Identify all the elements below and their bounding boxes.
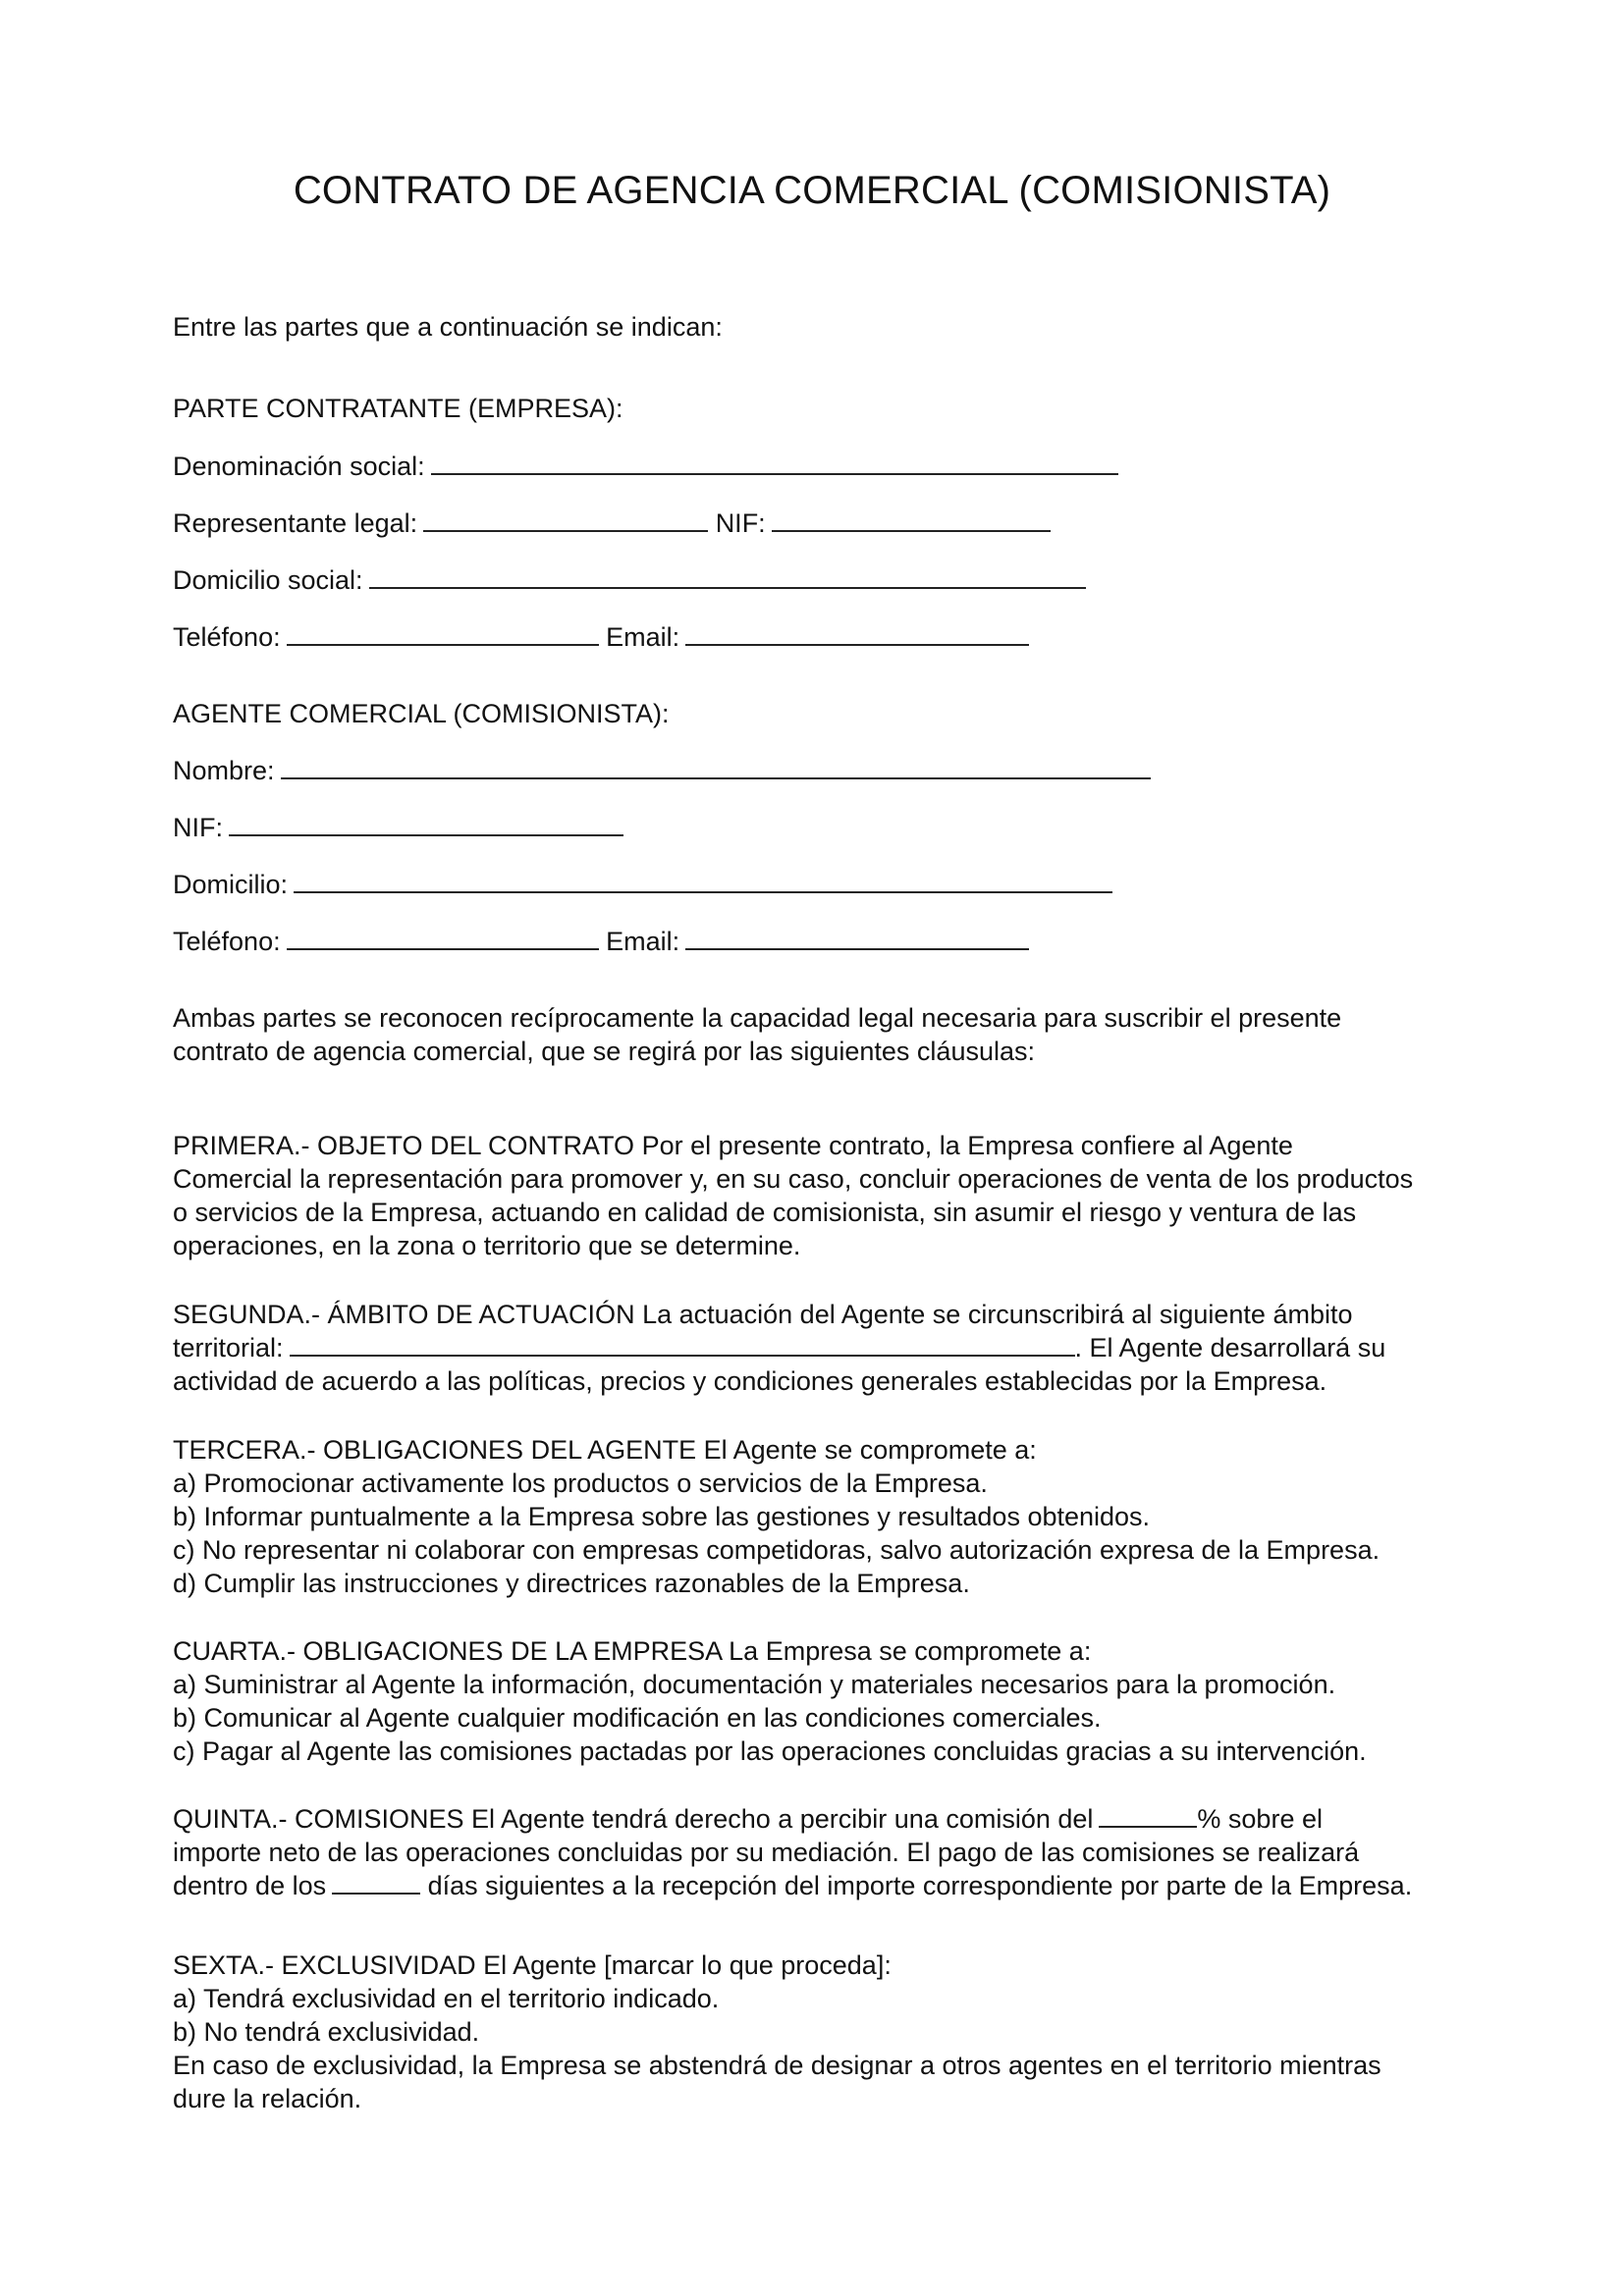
agente-domicilio-label: Domicilio: [173, 870, 289, 899]
territorial-suffix: . El Agente desarrollará su [1074, 1333, 1386, 1362]
agente-email-label: Email: [606, 927, 680, 956]
dias-label: dentro de los [173, 1871, 327, 1900]
empresa-telefono-field[interactable] [287, 622, 599, 646]
empresa-heading: PARTE CONTRATANTE (EMPRESA): [173, 394, 623, 423]
empresa-representante-row [173, 507, 1051, 540]
clause-line: En caso de exclusividad, la Empresa se abstendrá de designar a otros agentes en el territorio mientras [173, 2051, 1381, 2080]
clause-tercera [173, 1433, 1479, 1600]
agente-email-field[interactable] [685, 927, 1029, 950]
clause-line: b) Informar puntualmente a la Empresa sobre las gestiones y resultados obtenidos. [173, 1502, 1151, 1531]
agente-telefono-field[interactable] [287, 927, 599, 950]
empresa-nif-label: NIF: [715, 508, 766, 538]
representante-label: Representante legal: [173, 508, 418, 538]
clause-line: b) No tendrá exclusividad. [173, 2017, 480, 2047]
clause-line: operaciones, en la zona o territorio que se determine. [173, 1231, 801, 1260]
clause-line [173, 1869, 1479, 1902]
empresa-telefono-label: Teléfono: [173, 622, 281, 652]
ambas-partes-paragraph [173, 1001, 1479, 1068]
agente-nif-label: NIF: [173, 813, 223, 842]
agente-heading: AGENTE COMERCIAL (COMISIONISTA): [173, 699, 670, 728]
agente-nombre-field[interactable] [281, 756, 1151, 779]
comision-label: QUINTA.- COMISIONES El Agente tendrá derecho a percibir una comisión del [173, 1804, 1094, 1834]
empresa-denominacion-row [173, 450, 1118, 483]
paragraph-line: contrato de agencia comercial, que se regirá por las siguientes cláusulas: [173, 1037, 1035, 1066]
clause-line: Comercial la representación para promover y, en su caso, concluir operaciones de venta de los productos [173, 1164, 1414, 1194]
territorio-field[interactable] [290, 1333, 1075, 1357]
clause-line: o servicios de la Empresa, actuando en calidad de comisionista, sin asumir el riesgo y ventura de las [173, 1198, 1357, 1227]
agente-nif-row [173, 811, 623, 844]
domicilio-social-field[interactable] [369, 565, 1086, 589]
denominacion-label: Denominación social: [173, 452, 425, 481]
clause-quinta [173, 1802, 1479, 1902]
clause-line: c) Pagar al Agente las comisiones pactadas por las operaciones concluidas gracias a su intervención. [173, 1736, 1367, 1766]
clause-line: CUARTA.- OBLIGACIONES DE LA EMPRESA La Empresa se compromete a: [173, 1636, 1092, 1666]
empresa-contacto-row [173, 620, 1029, 654]
dias-suffix: días siguientes a la recepción del importe correspondiente por parte de la Empresa. [427, 1871, 1413, 1900]
empresa-email-field[interactable] [685, 622, 1029, 646]
empresa-nif-field[interactable] [772, 508, 1051, 532]
clause-line: SEXTA.- EXCLUSIVIDAD El Agente [marcar lo que proceda]: [173, 1950, 892, 1980]
paragraph-line: Ambas partes se reconocen recíprocamente la capacidad legal necesaria para suscribir el presente [173, 1003, 1342, 1033]
document-title: CONTRATO DE AGENCIA COMERCIAL (COMISIONISTA) [293, 169, 1331, 212]
clause-cuarta [173, 1634, 1479, 1768]
clause-line: actividad de acuerdo a las políticas, precios y condiciones generales establecidas por la Empresa. [173, 1366, 1327, 1396]
clause-line: d) Cumplir las instrucciones y directrices razonables de la Empresa. [173, 1569, 970, 1598]
clause-line [173, 1331, 1479, 1364]
empresa-email-label: Email: [606, 622, 680, 652]
territorial-label: territorial: [173, 1333, 284, 1362]
clause-sexta [173, 1949, 1479, 2115]
agente-domicilio-row [173, 868, 1112, 901]
denominacion-field[interactable] [431, 452, 1118, 475]
clause-segunda [173, 1298, 1479, 1398]
clause-line: a) Tendrá exclusividad en el territorio indicado. [173, 1984, 720, 2013]
agente-nombre-label: Nombre: [173, 756, 275, 785]
agente-nif-field[interactable] [229, 813, 623, 836]
comision-percent-field[interactable] [1099, 1804, 1197, 1828]
clause-line: a) Promocionar activamente los productos o servicios de la Empresa. [173, 1468, 988, 1498]
agente-domicilio-field[interactable] [294, 870, 1112, 893]
clause-line: dure la relación. [173, 2084, 362, 2113]
clause-line [173, 1802, 1479, 1836]
agente-nombre-row [173, 754, 1151, 787]
empresa-domicilio-row [173, 563, 1086, 597]
clause-line: PRIMERA.- OBJETO DEL CONTRATO Por el presente contrato, la Empresa confiere al Agente [173, 1131, 1293, 1160]
clause-line: TERCERA.- OBLIGACIONES DEL AGENTE El Agente se compromete a: [173, 1435, 1037, 1465]
intro-text: Entre las partes que a continuación se indican: [173, 312, 723, 342]
agente-telefono-label: Teléfono: [173, 927, 281, 956]
clause-line: SEGUNDA.- ÁMBITO DE ACTUACIÓN La actuación del Agente se circunscribirá al siguiente ámbito [173, 1300, 1353, 1329]
agente-contacto-row [173, 925, 1029, 958]
clause-line: c) No representar ni colaborar con empresas competidoras, salvo autorización expresa de la Empresa. [173, 1535, 1380, 1565]
clause-primera [173, 1129, 1479, 1262]
representante-field[interactable] [423, 508, 708, 532]
comision-suffix: % sobre el [1197, 1804, 1323, 1834]
domicilio-social-label: Domicilio social: [173, 565, 363, 595]
clause-line: b) Comunicar al Agente cualquier modificación en las condiciones comerciales. [173, 1703, 1102, 1733]
dias-field[interactable] [332, 1871, 420, 1895]
clause-line: a) Suministrar al Agente la información, documentación y materiales necesarios para la promoción. [173, 1670, 1336, 1699]
clause-line: importe neto de las operaciones concluidas por su mediación. El pago de las comisiones se realizará [173, 1838, 1360, 1867]
